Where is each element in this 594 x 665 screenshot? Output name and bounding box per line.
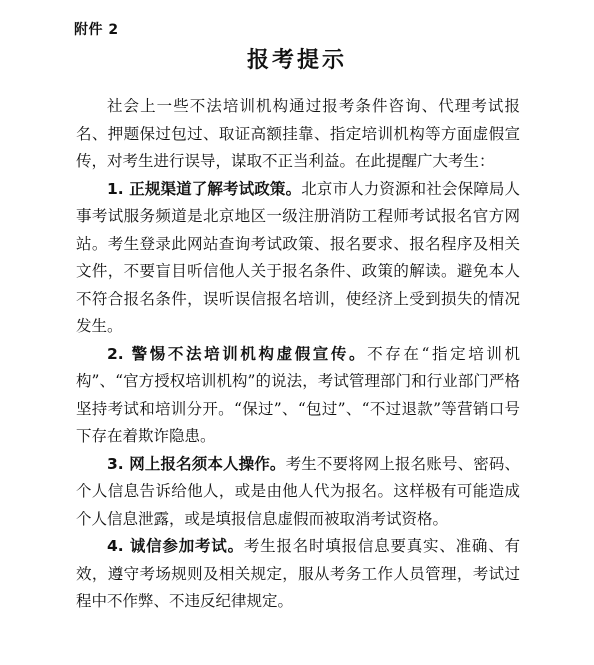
item-text: 考生报名时填报信息要真实、准确、有效，遵守考场规则及相关规定，服从考务工作人员管理，考试过程中不作弊、不违反纪律规定。	[76, 537, 520, 610]
item-heading: 1. 正规渠道了解考试政策。	[107, 179, 302, 198]
item-heading: 2. 警惕不法培训机构虚假宣传。	[107, 344, 368, 363]
item-heading: 4. 诚信参加考试。	[107, 537, 244, 555]
attachment-label: 附件 2	[74, 22, 119, 38]
item-text: 考生不要将网上报名账号、密码、个人信息告诉给他人，或是由他人代为报名。这样极有可能造成个人信息泄露，或是填报信息虚假而被取消考试资格。	[76, 454, 520, 528]
item-paragraph-1	[76, 176, 520, 341]
item-text: 不存在“指定培训机构”、“官方授权培训机构”的说法，考试管理部门和行业部门严格坚持考试和培训分开。“保过”、“包过”、“不过退款”等营销口号下存在着欺诈隐患。	[76, 344, 520, 445]
item-text: 北京市人力资源和社会保障局人事考试服务频道是北京地区一级注册消防工程师考试报名官方网站。考生登录此网站查询考试政策、报名要求、报名程序及相关文件，不要盲目听信他人关于报名条件、政策的解读。避免本人不符合报名条件，误听误信报名培训，使经济上受到损失的情况发生。	[76, 179, 520, 335]
intro-paragraph: 社会上一些不法培训机构通过报考条件咨询、代理考试报名、押题保过包过、取证高额挂靠、指定培训机构等方面虚假宣传，对考生进行误导，谋取不正当利益。在此提醒广大考生：	[76, 97, 520, 170]
item-paragraph-4	[76, 533, 520, 616]
item-heading: 3. 网上报名须本人操作。	[107, 454, 286, 473]
item-paragraph-2	[76, 341, 520, 451]
document-body	[76, 93, 520, 616]
item-paragraph-3	[76, 451, 520, 534]
document-title: 报考提示	[246, 48, 347, 73]
